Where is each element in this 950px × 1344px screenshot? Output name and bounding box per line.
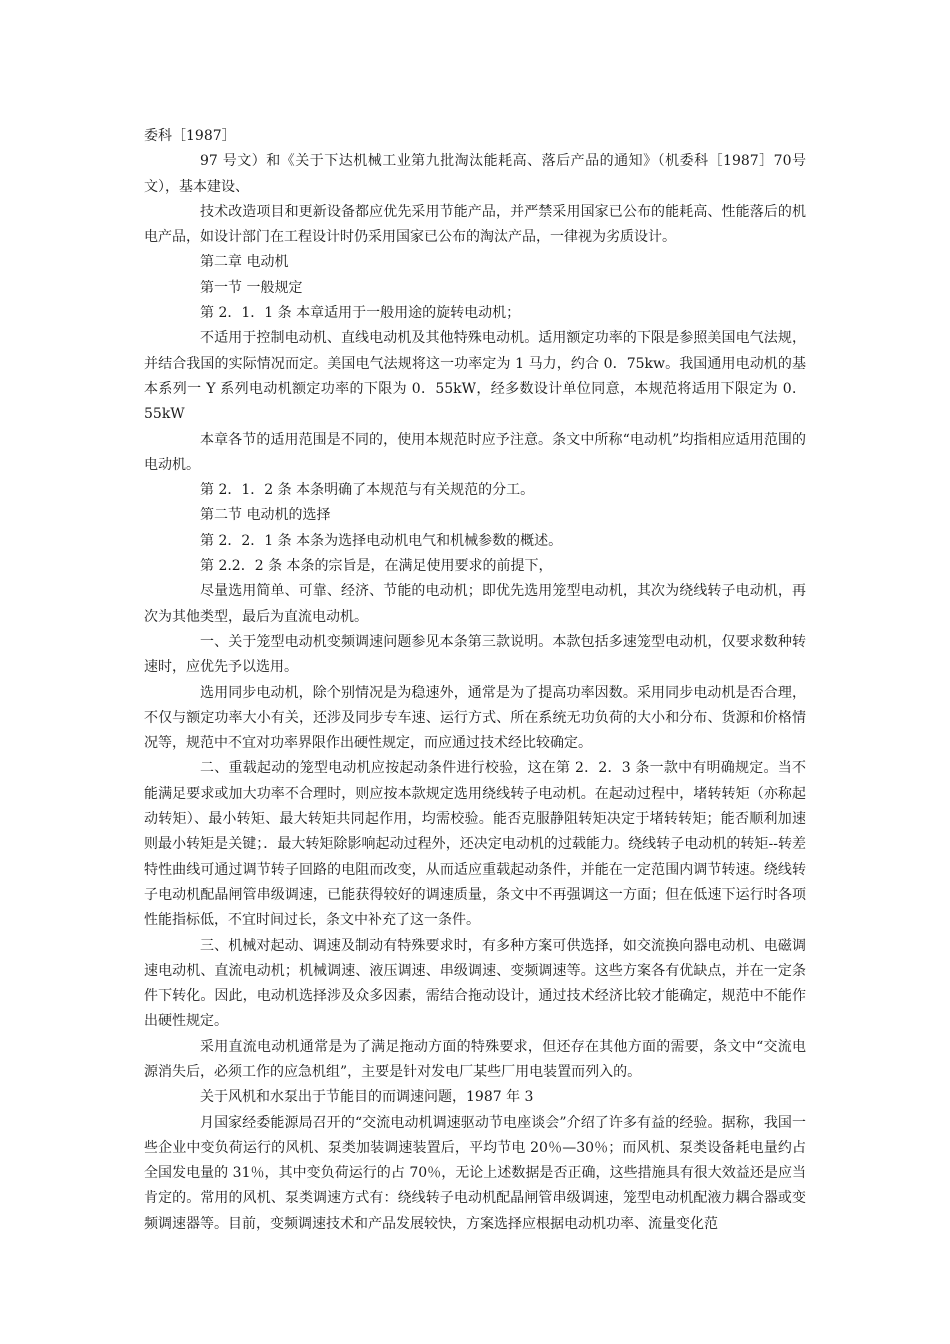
paragraph: 第 2．1．2 条 本条明确了本规范与有关规范的分工。: [200, 482, 535, 499]
paragraph: 关于风机和水泵出于节能目的而调速问题，1987 年 3: [200, 1089, 534, 1106]
section-heading: 第二节 电动机的选择: [200, 507, 331, 524]
paragraph: 二、重载起动的笼型电动机应按起动条件进行校验，这在第 2．2．3 条一款中有明确规定。当不能满足要求或加大功率不合理时，则应按本款规定选用绕线转子电动机。在起动过程中，堵转转矩（亦称起动转矩）、最小转矩、最大转矩共同起作用，均需校验。能否克服静阻转矩决定于堵转转矩；能否顺利加速则最小转矩是关键；．最大转矩除影响起动过程外，还决定电动机的过载能力。绕线转子电动机的转矩--转差特性曲线可通过调节转子回路的电阻而改变，从而适应重载起动条件，并能在一定范围内调节转速。绕线转子电动机配晶闸管串级调速，已能获得较好的调速质量，条文中不再强调这一方面；但在低速下运行时各项性能指标低，不宜时间过长，条文中补充了这一条件。: [144, 760, 806, 929]
paragraph: 技术改造项目和更新设备都应优先采用节能产品，并严禁采用国家已公布的能耗高、性能落后的机电产品，如设计部门在工程设计时仍采用国家已公布的淘汰产品，一律视为劣质设计。: [144, 203, 806, 246]
paragraph: 一、关于笼型电动机变频调速问题参见本条第三款说明。本款包括多速笼型电动机，仅要求数种转速时，应优先予以选用。: [144, 633, 806, 676]
paragraph: 选用同步电动机，除个别情况是为稳速外，通常是为了提高功率因数。采用同步电动机是否合理，不仅与额定功率大小有关，还涉及同步专车速、运行方式、所在系统无功负荷的大小和分布、货源和价格情况等，规范中不宜对功率界限作出硬性规定，而应通过技术经比较确定。: [144, 684, 806, 752]
paragraph: 三、机械对起动、调速及制动有特殊要求时，有多种方案可供选择，如交流换向器电动机、电磁调速电动机、直流电动机；机械调速、液压调速、串级调速、变频调速等。这些方案各有优缺点，并在一定条件下转化。因此，电动机选择涉及众多因素，需结合拖动设计，通过技术经济比较才能确定，规范中不能作出硬性规定。: [144, 937, 806, 1030]
paragraph: 第 2.2．2 条 本条的宗旨是，在满足使用要求的前提下，: [200, 558, 553, 575]
paragraph: 月国家经委能源局召开的“交流电动机调速驱动节电座谈会”介绍了许多有益的经验。据称，我国一些企业中变负荷运行的风机、泵类加装调速装置后，平均节电 20％—30％；而风机、泵类设备耗电量约占全国发电量的 31％，其中变负荷运行的占 70％，无论上述数据是否正确，这些措施具有很大效益还是应当肯定的。常用的风机、泵类调速方式有：绕线转子电动机配晶闸管串级调速，笼型电动机配液力耦合器或变频调速器等。目前，变频调速技术和产品发展较快，方案选择应根据电动机功率、流量变化范: [144, 1114, 806, 1232]
document-body: [144, 124, 806, 1237]
section-heading: 第一节 一般规定: [200, 279, 303, 296]
paragraph: 第 2．1．1 条 本章适用于一般用途的旋转电动机；: [200, 305, 521, 322]
paragraph: 本章各节的适用范围是不同的，使用本规范时应予注意。条文中所称“电动机”均指相应适用范围的电动机。: [144, 431, 806, 473]
paragraph: 第 2．2．1 条 本条为选择电动机电气和机械参数的概述。: [200, 532, 563, 549]
paragraph: 97 号文）和《关于下达机械工业第九批淘汰能耗高、落后产品的通知》（机委科［1987］70号文），基本建设、: [144, 153, 806, 195]
chapter-heading: 第二章 电动机: [200, 254, 289, 271]
paragraph: 不适用于控制电动机、直线电动机及其他特殊电动机。适用额定功率的下限是参照美国电气法规，并结合我国的实际情况而定。美国电气法规将这一功率定为 1 马力，约合 0．75kw。我国通用电动机的基本系列一 Y 系列电动机额定功率的下限为 0．55kW，经多数设计单位同意，本规范将适用下限定为 0．55kW: [144, 330, 806, 423]
paragraph: 尽量选用简单、可靠、经济、节能的电动机；即优先选用笼型电动机，其次为绕线转子电动机，再次为其他类型，最后为直流电动机。: [144, 583, 806, 625]
paragraph: 委科［1987］: [144, 128, 236, 144]
paragraph: 采用直流电动机通常是为了满足拖动方面的特殊要求，但还存在其他方面的需要，条文中“交流电源消失后，必须工作的应急机组”，主要是针对发电厂某些厂用电装置而列入的。: [144, 1038, 806, 1080]
